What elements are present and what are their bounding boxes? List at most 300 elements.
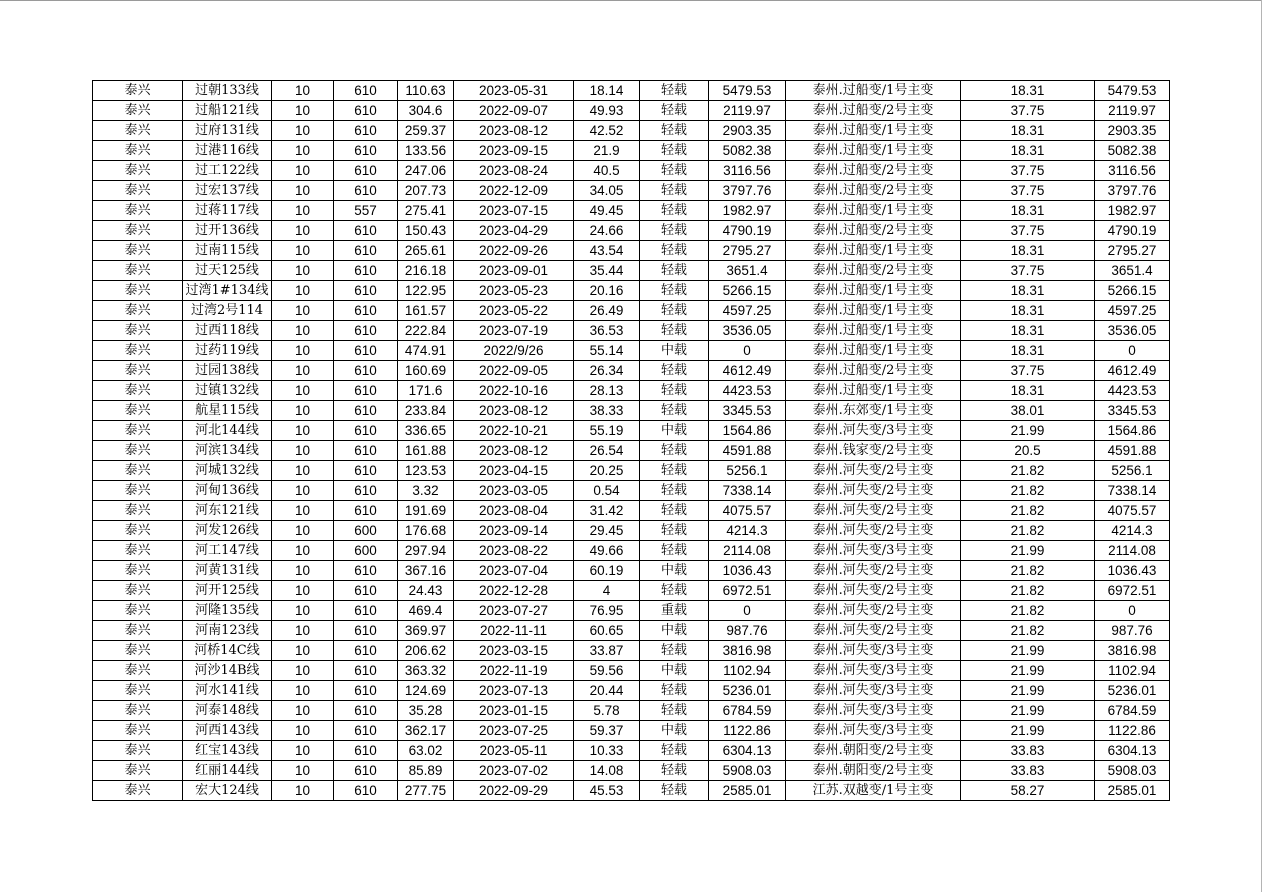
cell-margin: 1982.97	[709, 201, 786, 221]
cell-load-rate: 20.25	[574, 461, 640, 481]
cell-transformer: 泰州.过船变/1号主变	[786, 121, 961, 141]
cell-area: 泰兴	[93, 661, 183, 681]
cell-margin: 2585.01	[709, 781, 786, 801]
cell-voltage: 10	[272, 281, 334, 301]
cell-area: 泰兴	[93, 641, 183, 661]
cell-load-status: 轻载	[640, 361, 709, 381]
cell-voltage: 10	[272, 421, 334, 441]
table-row	[93, 181, 1170, 201]
cell-load-status: 轻载	[640, 581, 709, 601]
cell-rated-current: 610	[334, 241, 398, 261]
cell-transformer-margin: 3816.98	[1095, 641, 1170, 661]
cell-rated-current: 610	[334, 281, 398, 301]
cell-voltage: 10	[272, 81, 334, 101]
cell-transformer: 泰州.过船变/1号主变	[786, 381, 961, 401]
cell-load-status: 轻载	[640, 741, 709, 761]
cell-transformer-rate: 37.75	[961, 361, 1095, 381]
cell-transformer-margin: 0	[1095, 341, 1170, 361]
cell-date: 2023-04-15	[454, 461, 574, 481]
cell-area: 泰兴	[93, 181, 183, 201]
cell-line-name: 过天125线	[183, 261, 272, 281]
cell-area: 泰兴	[93, 201, 183, 221]
cell-load: 110.63	[398, 81, 454, 101]
table-row	[93, 161, 1170, 181]
cell-margin: 4790.19	[709, 221, 786, 241]
cell-area: 泰兴	[93, 581, 183, 601]
cell-transformer: 泰州.河失变/2号主变	[786, 521, 961, 541]
cell-line-name: 河水141线	[183, 681, 272, 701]
cell-margin: 6304.13	[709, 741, 786, 761]
cell-load-status: 轻载	[640, 161, 709, 181]
cell-margin: 4423.53	[709, 381, 786, 401]
cell-margin: 4612.49	[709, 361, 786, 381]
cell-area: 泰兴	[93, 401, 183, 421]
cell-load: 123.53	[398, 461, 454, 481]
cell-transformer: 泰州.过船变/1号主变	[786, 201, 961, 221]
cell-line-name: 过园138线	[183, 361, 272, 381]
cell-transformer: 泰州.过船变/1号主变	[786, 141, 961, 161]
cell-transformer-rate: 21.99	[961, 641, 1095, 661]
cell-line-name: 过宏137线	[183, 181, 272, 201]
cell-load: 206.62	[398, 641, 454, 661]
cell-line-name: 过湾1#134线	[183, 281, 272, 301]
cell-transformer-rate: 18.31	[961, 141, 1095, 161]
cell-transformer-margin: 4612.49	[1095, 361, 1170, 381]
table-row	[93, 361, 1170, 381]
cell-area: 泰兴	[93, 561, 183, 581]
cell-transformer-rate: 21.99	[961, 701, 1095, 721]
cell-margin: 5266.15	[709, 281, 786, 301]
cell-margin: 987.76	[709, 621, 786, 641]
cell-load-status: 轻载	[640, 481, 709, 501]
cell-voltage: 10	[272, 161, 334, 181]
cell-transformer: 泰州.河失变/3号主变	[786, 681, 961, 701]
cell-load-status: 轻载	[640, 501, 709, 521]
cell-load: 161.57	[398, 301, 454, 321]
cell-load-rate: 55.14	[574, 341, 640, 361]
cell-load-rate: 21.9	[574, 141, 640, 161]
cell-area: 泰兴	[93, 501, 183, 521]
cell-load: 304.6	[398, 101, 454, 121]
cell-line-name: 河工147线	[183, 541, 272, 561]
cell-voltage: 10	[272, 401, 334, 421]
table-row	[93, 721, 1170, 741]
cell-voltage: 10	[272, 521, 334, 541]
cell-area: 泰兴	[93, 601, 183, 621]
cell-line-name: 过船121线	[183, 101, 272, 121]
cell-transformer: 泰州.河失变/3号主变	[786, 641, 961, 661]
cell-load-rate: 4	[574, 581, 640, 601]
cell-rated-current: 610	[334, 141, 398, 161]
cell-transformer-margin: 1982.97	[1095, 201, 1170, 221]
cell-rated-current: 610	[334, 701, 398, 721]
cell-load-status: 轻载	[640, 181, 709, 201]
cell-date: 2022-09-26	[454, 241, 574, 261]
cell-load: 35.28	[398, 701, 454, 721]
cell-load: 367.16	[398, 561, 454, 581]
cell-transformer-margin: 6784.59	[1095, 701, 1170, 721]
cell-date: 2022-11-11	[454, 621, 574, 641]
cell-margin: 3816.98	[709, 641, 786, 661]
cell-voltage: 10	[272, 661, 334, 681]
cell-date: 2022-09-29	[454, 781, 574, 801]
cell-load: 171.6	[398, 381, 454, 401]
cell-transformer-margin: 3651.4	[1095, 261, 1170, 281]
cell-rated-current: 610	[334, 741, 398, 761]
cell-load-status: 轻载	[640, 381, 709, 401]
cell-load-rate: 49.45	[574, 201, 640, 221]
cell-load-status: 轻载	[640, 441, 709, 461]
cell-transformer: 泰州.东郊变/1号主变	[786, 401, 961, 421]
cell-transformer-margin: 6972.51	[1095, 581, 1170, 601]
cell-transformer-rate: 18.31	[961, 81, 1095, 101]
cell-line-name: 河甸136线	[183, 481, 272, 501]
cell-line-name: 过南115线	[183, 241, 272, 261]
cell-load-rate: 38.33	[574, 401, 640, 421]
table-row	[93, 341, 1170, 361]
cell-transformer-margin: 1036.43	[1095, 561, 1170, 581]
cell-voltage: 10	[272, 361, 334, 381]
cell-transformer: 泰州.过船变/2号主变	[786, 221, 961, 241]
cell-load-status: 中载	[640, 421, 709, 441]
cell-load: 275.41	[398, 201, 454, 221]
cell-line-name: 河滨134线	[183, 441, 272, 461]
cell-voltage: 10	[272, 221, 334, 241]
cell-transformer-rate: 21.99	[961, 421, 1095, 441]
cell-transformer-margin: 2114.08	[1095, 541, 1170, 561]
cell-load-rate: 43.54	[574, 241, 640, 261]
cell-transformer: 泰州.过船变/1号主变	[786, 281, 961, 301]
cell-load-rate: 36.53	[574, 321, 640, 341]
cell-load: 233.84	[398, 401, 454, 421]
cell-line-name: 宏大124线	[183, 781, 272, 801]
cell-voltage: 10	[272, 561, 334, 581]
cell-transformer: 泰州.过船变/1号主变	[786, 241, 961, 261]
cell-line-name: 过港116线	[183, 141, 272, 161]
cell-line-name: 过工122线	[183, 161, 272, 181]
cell-load: 474.91	[398, 341, 454, 361]
cell-load-rate: 24.66	[574, 221, 640, 241]
cell-date: 2023-09-15	[454, 141, 574, 161]
cell-transformer-margin: 5236.01	[1095, 681, 1170, 701]
cell-date: 2023-08-12	[454, 401, 574, 421]
cell-voltage: 10	[272, 541, 334, 561]
cell-load-rate: 40.5	[574, 161, 640, 181]
cell-transformer-rate: 18.31	[961, 241, 1095, 261]
cell-transformer-margin: 5082.38	[1095, 141, 1170, 161]
cell-transformer-margin: 3797.76	[1095, 181, 1170, 201]
cell-line-name: 河开125线	[183, 581, 272, 601]
cell-line-name: 过西118线	[183, 321, 272, 341]
cell-margin: 4214.3	[709, 521, 786, 541]
cell-load-status: 中载	[640, 621, 709, 641]
cell-transformer-margin: 2119.97	[1095, 101, 1170, 121]
cell-rated-current: 610	[334, 301, 398, 321]
cell-load: 363.32	[398, 661, 454, 681]
cell-date: 2023-05-31	[454, 81, 574, 101]
cell-area: 泰兴	[93, 241, 183, 261]
cell-date: 2023-07-27	[454, 601, 574, 621]
cell-line-name: 河城132线	[183, 461, 272, 481]
cell-load-status: 轻载	[640, 781, 709, 801]
cell-area: 泰兴	[93, 341, 183, 361]
cell-margin: 7338.14	[709, 481, 786, 501]
cell-load-rate: 26.34	[574, 361, 640, 381]
cell-transformer: 泰州.过船变/1号主变	[786, 81, 961, 101]
cell-transformer-rate: 38.01	[961, 401, 1095, 421]
cell-transformer-rate: 21.82	[961, 601, 1095, 621]
cell-area: 泰兴	[93, 261, 183, 281]
cell-transformer: 泰州.过船变/1号主变	[786, 321, 961, 341]
cell-date: 2023-05-11	[454, 741, 574, 761]
cell-transformer: 泰州.朝阳变/2号主变	[786, 741, 961, 761]
cell-transformer-rate: 21.82	[961, 621, 1095, 641]
cell-voltage: 10	[272, 701, 334, 721]
cell-date: 2023-08-12	[454, 441, 574, 461]
cell-margin: 2119.97	[709, 101, 786, 121]
cell-line-name: 河黄131线	[183, 561, 272, 581]
cell-load-status: 轻载	[640, 301, 709, 321]
cell-date: 2023-07-15	[454, 201, 574, 221]
cell-area: 泰兴	[93, 221, 183, 241]
cell-date: 2023-07-25	[454, 721, 574, 741]
cell-rated-current: 610	[334, 661, 398, 681]
cell-margin: 2795.27	[709, 241, 786, 261]
cell-voltage: 10	[272, 621, 334, 641]
cell-transformer: 泰州.河失变/3号主变	[786, 721, 961, 741]
table-row	[93, 481, 1170, 501]
cell-rated-current: 600	[334, 521, 398, 541]
cell-load-status: 轻载	[640, 461, 709, 481]
cell-margin: 2114.08	[709, 541, 786, 561]
table-row	[93, 321, 1170, 341]
cell-load-status: 轻载	[640, 521, 709, 541]
cell-area: 泰兴	[93, 761, 183, 781]
cell-load-rate: 31.42	[574, 501, 640, 521]
cell-transformer-rate: 18.31	[961, 321, 1095, 341]
cell-date: 2023-08-04	[454, 501, 574, 521]
cell-transformer-rate: 37.75	[961, 261, 1095, 281]
cell-load: 124.69	[398, 681, 454, 701]
cell-rated-current: 610	[334, 561, 398, 581]
table-row	[93, 661, 1170, 681]
cell-voltage: 10	[272, 781, 334, 801]
cell-load: 362.17	[398, 721, 454, 741]
cell-voltage: 10	[272, 341, 334, 361]
cell-transformer: 泰州.过船变/1号主变	[786, 341, 961, 361]
table-body	[93, 81, 1170, 801]
cell-date: 2023-09-01	[454, 261, 574, 281]
cell-rated-current: 610	[334, 721, 398, 741]
table-row	[93, 501, 1170, 521]
cell-voltage: 10	[272, 101, 334, 121]
cell-load-rate: 49.66	[574, 541, 640, 561]
cell-load: 85.89	[398, 761, 454, 781]
cell-area: 泰兴	[93, 521, 183, 541]
cell-margin: 4597.25	[709, 301, 786, 321]
cell-transformer: 泰州.河失变/2号主变	[786, 581, 961, 601]
cell-voltage: 10	[272, 641, 334, 661]
cell-rated-current: 610	[334, 261, 398, 281]
cell-rated-current: 610	[334, 761, 398, 781]
cell-voltage: 10	[272, 461, 334, 481]
cell-transformer: 泰州.过船变/2号主变	[786, 261, 961, 281]
cell-date: 2022-09-07	[454, 101, 574, 121]
cell-load-rate: 45.53	[574, 781, 640, 801]
cell-transformer-margin: 4075.57	[1095, 501, 1170, 521]
cell-area: 泰兴	[93, 621, 183, 641]
cell-voltage: 10	[272, 681, 334, 701]
cell-line-name: 过药119线	[183, 341, 272, 361]
cell-rated-current: 610	[334, 461, 398, 481]
cell-rated-current: 610	[334, 181, 398, 201]
cell-rated-current: 600	[334, 541, 398, 561]
cell-transformer: 泰州.河失变/2号主变	[786, 621, 961, 641]
cell-voltage: 10	[272, 181, 334, 201]
cell-transformer-rate: 18.31	[961, 201, 1095, 221]
cell-transformer-rate: 33.83	[961, 761, 1095, 781]
cell-voltage: 10	[272, 321, 334, 341]
cell-voltage: 10	[272, 481, 334, 501]
cell-line-name: 红宝143线	[183, 741, 272, 761]
cell-load: 176.68	[398, 521, 454, 541]
cell-line-name: 河沙14B线	[183, 661, 272, 681]
cell-voltage: 10	[272, 241, 334, 261]
cell-load-rate: 35.44	[574, 261, 640, 281]
cell-rated-current: 610	[334, 161, 398, 181]
cell-rated-current: 610	[334, 501, 398, 521]
table-row	[93, 541, 1170, 561]
cell-voltage: 10	[272, 441, 334, 461]
cell-transformer-margin: 4214.3	[1095, 521, 1170, 541]
cell-load: 160.69	[398, 361, 454, 381]
cell-date: 2023-03-05	[454, 481, 574, 501]
cell-date: 2022-09-05	[454, 361, 574, 381]
cell-line-name: 过府131线	[183, 121, 272, 141]
cell-margin: 0	[709, 341, 786, 361]
table-row	[93, 461, 1170, 481]
cell-transformer-margin: 5256.1	[1095, 461, 1170, 481]
cell-voltage: 10	[272, 301, 334, 321]
cell-date: 2022-12-09	[454, 181, 574, 201]
cell-load: 259.37	[398, 121, 454, 141]
cell-date: 2022-10-16	[454, 381, 574, 401]
cell-load-rate: 26.49	[574, 301, 640, 321]
cell-load-rate: 60.19	[574, 561, 640, 581]
cell-margin: 5082.38	[709, 141, 786, 161]
cell-transformer-margin: 5908.03	[1095, 761, 1170, 781]
cell-transformer-rate: 21.82	[961, 561, 1095, 581]
cell-rated-current: 610	[334, 421, 398, 441]
cell-date: 2023-04-29	[454, 221, 574, 241]
cell-voltage: 10	[272, 581, 334, 601]
cell-load: 369.97	[398, 621, 454, 641]
cell-area: 泰兴	[93, 381, 183, 401]
cell-voltage: 10	[272, 141, 334, 161]
cell-load-rate: 33.87	[574, 641, 640, 661]
cell-date: 2023-07-02	[454, 761, 574, 781]
cell-load: 150.43	[398, 221, 454, 241]
cell-transformer-margin: 1102.94	[1095, 661, 1170, 681]
table-row	[93, 441, 1170, 461]
cell-load-status: 轻载	[640, 261, 709, 281]
cell-load-status: 中载	[640, 341, 709, 361]
cell-transformer-rate: 21.99	[961, 541, 1095, 561]
cell-load-rate: 28.13	[574, 381, 640, 401]
cell-margin: 6972.51	[709, 581, 786, 601]
cell-date: 2023-03-15	[454, 641, 574, 661]
cell-transformer-rate: 37.75	[961, 221, 1095, 241]
feeder-load-table	[92, 80, 1170, 801]
cell-transformer-rate: 21.82	[961, 481, 1095, 501]
table-row	[93, 701, 1170, 721]
cell-date: 2022-12-28	[454, 581, 574, 601]
cell-transformer-rate: 21.82	[961, 501, 1095, 521]
cell-transformer-rate: 21.99	[961, 721, 1095, 741]
cell-transformer-rate: 20.5	[961, 441, 1095, 461]
cell-date: 2023-05-23	[454, 281, 574, 301]
cell-load-status: 轻载	[640, 81, 709, 101]
cell-transformer-margin: 5266.15	[1095, 281, 1170, 301]
cell-load-rate: 29.45	[574, 521, 640, 541]
cell-area: 泰兴	[93, 721, 183, 741]
cell-transformer-margin: 5479.53	[1095, 81, 1170, 101]
cell-transformer: 泰州.河失变/3号主变	[786, 661, 961, 681]
cell-transformer-rate: 21.82	[961, 581, 1095, 601]
cell-load-rate: 26.54	[574, 441, 640, 461]
cell-transformer-margin: 4423.53	[1095, 381, 1170, 401]
cell-area: 泰兴	[93, 121, 183, 141]
cell-rated-current: 610	[334, 481, 398, 501]
table-row	[93, 581, 1170, 601]
cell-date: 2023-05-22	[454, 301, 574, 321]
cell-transformer: 泰州.河失变/2号主变	[786, 461, 961, 481]
table-row	[93, 781, 1170, 801]
table-row	[93, 641, 1170, 661]
cell-rated-current: 610	[334, 381, 398, 401]
cell-area: 泰兴	[93, 81, 183, 101]
cell-load: 297.94	[398, 541, 454, 561]
cell-load-status: 轻载	[640, 241, 709, 261]
cell-margin: 3797.76	[709, 181, 786, 201]
cell-voltage: 10	[272, 501, 334, 521]
cell-load-status: 重载	[640, 601, 709, 621]
cell-load: 216.18	[398, 261, 454, 281]
cell-load-status: 轻载	[640, 681, 709, 701]
cell-transformer-rate: 37.75	[961, 161, 1095, 181]
cell-voltage: 10	[272, 601, 334, 621]
cell-transformer-rate: 37.75	[961, 101, 1095, 121]
cell-load-status: 轻载	[640, 141, 709, 161]
cell-area: 泰兴	[93, 301, 183, 321]
cell-load-status: 轻载	[640, 641, 709, 661]
table-row	[93, 741, 1170, 761]
cell-area: 泰兴	[93, 421, 183, 441]
cell-transformer: 泰州.河失变/2号主变	[786, 501, 961, 521]
cell-transformer: 泰州.过船变/2号主变	[786, 181, 961, 201]
cell-margin: 5908.03	[709, 761, 786, 781]
cell-load: 133.56	[398, 141, 454, 161]
cell-transformer: 泰州.过船变/1号主变	[786, 301, 961, 321]
cell-rated-current: 610	[334, 101, 398, 121]
cell-date: 2022-10-21	[454, 421, 574, 441]
cell-margin: 1102.94	[709, 661, 786, 681]
table-row	[93, 281, 1170, 301]
cell-transformer-rate: 33.83	[961, 741, 1095, 761]
table-row	[93, 101, 1170, 121]
cell-date: 2023-09-14	[454, 521, 574, 541]
cell-transformer: 泰州.过船变/2号主变	[786, 161, 961, 181]
